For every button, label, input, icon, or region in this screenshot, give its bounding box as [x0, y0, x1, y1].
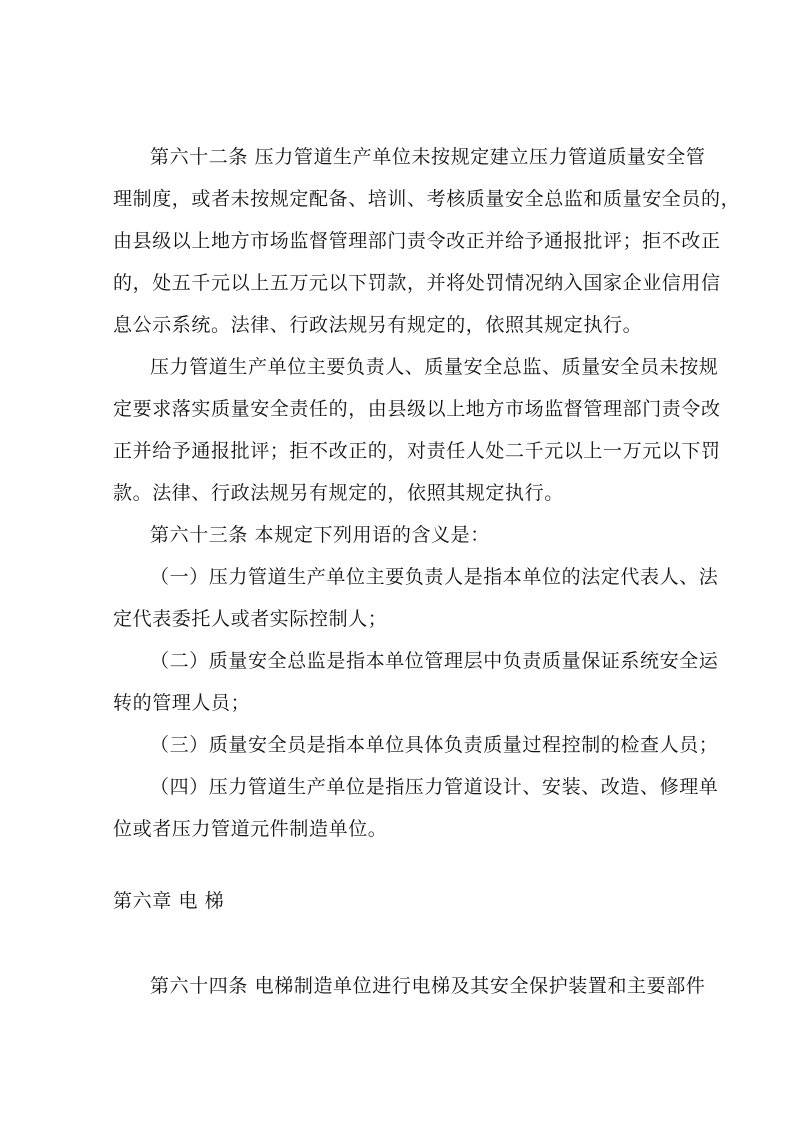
article-63-intro: 第六十三条 本规定下列用语的含义是： — [150, 524, 490, 546]
article-63-item4-line-2: 位或者压力管道元件制造单位。 — [113, 818, 388, 840]
article-62-line-2: 理制度，或者未按规定配备、培训、考核质量安全总监和质量安全员的， — [113, 188, 741, 210]
article-63-item2-line-1: （二）质量安全总监是指本单位管理层中负责质量保证系统安全运 — [150, 650, 719, 672]
article-63-item1-line-2: 定代表委托人或者实际控制人； — [113, 608, 388, 630]
article-63-item2-line-2: 转的管理人员； — [113, 692, 251, 714]
article-62-line-4: 的，处五千元以上五万元以下罚款，并将处罚情况纳入国家企业信用信 — [113, 272, 721, 294]
article-64-line-1: 第六十四条 电梯制造单位进行电梯及其安全保护装置和主要部件 — [150, 975, 706, 997]
article-62-para2-line-1: 压力管道生产单位主要负责人、质量安全总监、质量安全员未按规 — [150, 356, 719, 378]
article-62-para2-line-2: 定要求落实质量安全责任的，由县级以上地方市场监督管理部门责令改 — [113, 398, 721, 420]
article-62-para2-line-4: 款。法律、行政法规另有规定的，依照其规定执行。 — [113, 482, 564, 504]
chapter-6-heading: 第六章 电 梯 — [113, 890, 225, 912]
article-63-item4-line-1: （四）压力管道生产单位是指压力管道设计、安装、改造、修理单 — [150, 776, 719, 798]
article-62-line-5: 息公示系统。法律、行政法规另有规定的，依照其规定执行。 — [113, 314, 643, 336]
article-63-item1-line-1: （一）压力管道生产单位主要负责人是指本单位的法定代表人、法 — [150, 566, 719, 588]
article-62-line-1: 第六十二条 压力管道生产单位未按规定建立压力管道质量安全管 — [150, 146, 706, 168]
article-62-line-3: 由县级以上地方市场监督管理部门责令改正并给予通报批评；拒不改正 — [113, 230, 721, 252]
article-62-para2-line-3: 正并给予通报批评；拒不改正的，对责任人处二千元以上一万元以下罚 — [113, 440, 721, 462]
article-63-item3-line: （三）质量安全员是指本单位具体负责质量过程控制的检查人员； — [150, 734, 719, 756]
